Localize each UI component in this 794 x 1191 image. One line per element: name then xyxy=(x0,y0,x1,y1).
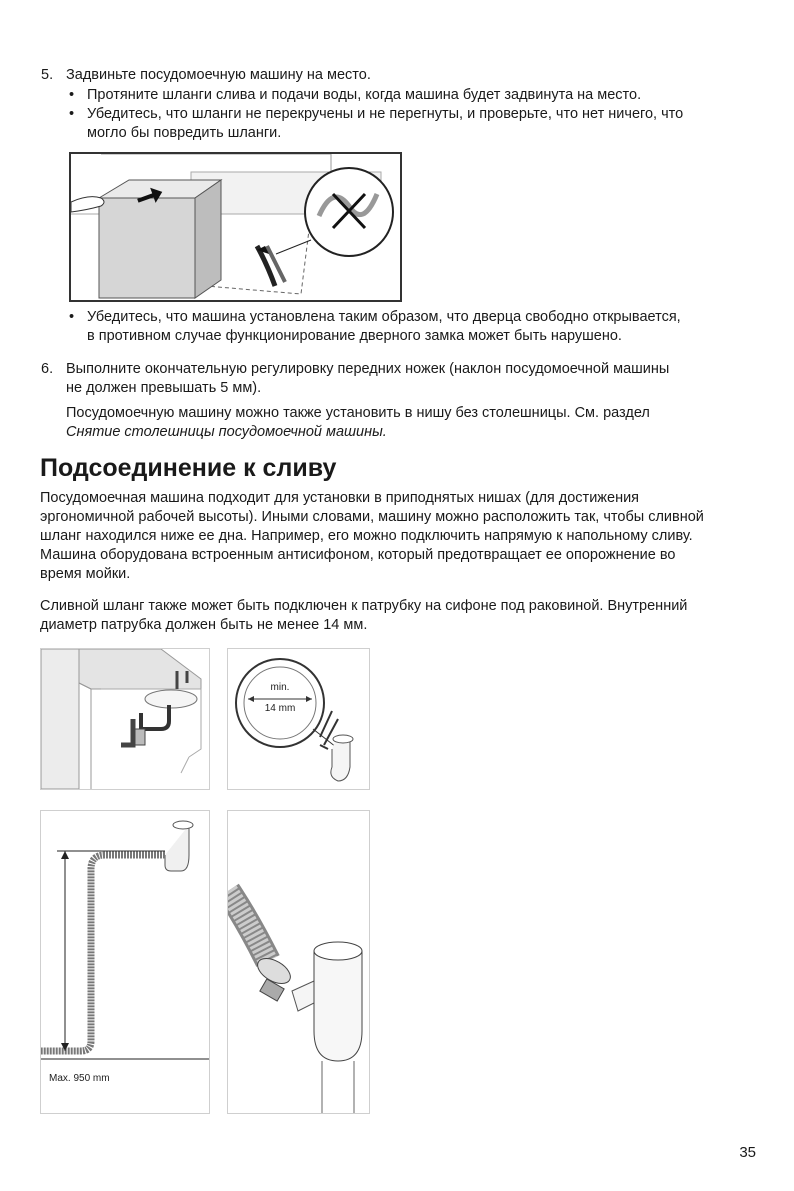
section-para-1-line-1: Посудомоечная машина подходит для установки в приподнятых нишах (для достижения xyxy=(40,490,640,506)
step-5-bullet-3: Убедитесь, что машина установлена таким образом, что дверца свободно открывается, xyxy=(87,309,681,325)
section-para-2-line-2: диаметр патрубка должен быть не менее 14 мм. xyxy=(40,617,368,633)
figure-hose-clamp xyxy=(227,810,370,1114)
step-6-note-reference: Снятие столешницы посудомоечной машины. xyxy=(66,424,387,440)
figure-push-dishwasher xyxy=(69,152,402,302)
sink-siphon-illustration xyxy=(41,649,209,789)
section-title: Подсоединение к сливу xyxy=(40,454,337,482)
step-5-bullet-2: Убедитесь, что шланги не перекручены и не перегнуты, и проверьте, что нет ничего, что xyxy=(87,106,684,122)
min-diameter-illustration xyxy=(228,649,369,789)
step-6-text-cont: не должен превышать 5 мм). xyxy=(66,380,262,396)
step-5-bullet-3-cont: в противном случае функционирование дверного замка может быть нарушено. xyxy=(87,328,622,344)
bullet-dot: • xyxy=(69,309,75,325)
page-number: 35 xyxy=(739,1144,756,1161)
section-para-1-line-2: эргономичной рабочей высоты). Иными словами, машину можно расположить так, чтобы сливной xyxy=(40,509,704,525)
section-para-2-line-1: Сливной шланг также может быть подключен к патрубку на сифоне под раковиной. Внутренний xyxy=(40,598,688,614)
min-label: min. xyxy=(270,682,290,693)
diameter-label: 14 mm xyxy=(264,703,296,714)
step-5-bullet-2-cont: могло бы повредить шланги. xyxy=(87,125,282,141)
bullet-dot: • xyxy=(69,87,75,103)
step-6-text: Выполните окончательную регулировку передних ножек (наклон посудомоечной машины xyxy=(66,361,670,377)
step-5-text: Задвиньте посудомоечную машину на место. xyxy=(66,67,371,83)
step-6-note: Посудомоечную машину можно также установить в нишу без столешницы. См. раздел xyxy=(66,405,650,421)
step-5-bullet-1: Протяните шланги слива и подачи воды, когда машина будет задвинута на место. xyxy=(87,87,642,103)
push-dishwasher-illustration xyxy=(71,154,400,300)
section-para-1-line-3: шланг находился ниже ее дна. Например, его можно подключить напрямую к напольному сливу. xyxy=(40,528,693,544)
figure-max-height xyxy=(40,810,210,1114)
figure-min-diameter xyxy=(227,648,370,790)
figure-sink-siphon xyxy=(40,648,210,790)
step-5-number: 5. xyxy=(41,67,54,83)
section-para-1-line-5: время мойки. xyxy=(40,566,131,582)
max-height-illustration xyxy=(41,811,209,1113)
bullet-dot: • xyxy=(69,106,75,122)
step-6-number: 6. xyxy=(41,361,54,377)
section-para-1-line-4: Машина оборудована встроенным антисифоном, который предотвращает ее опорожнение во xyxy=(40,547,676,563)
max-height-label: Max. 950 mm xyxy=(49,1073,110,1084)
hose-clamp-illustration xyxy=(228,811,369,1113)
